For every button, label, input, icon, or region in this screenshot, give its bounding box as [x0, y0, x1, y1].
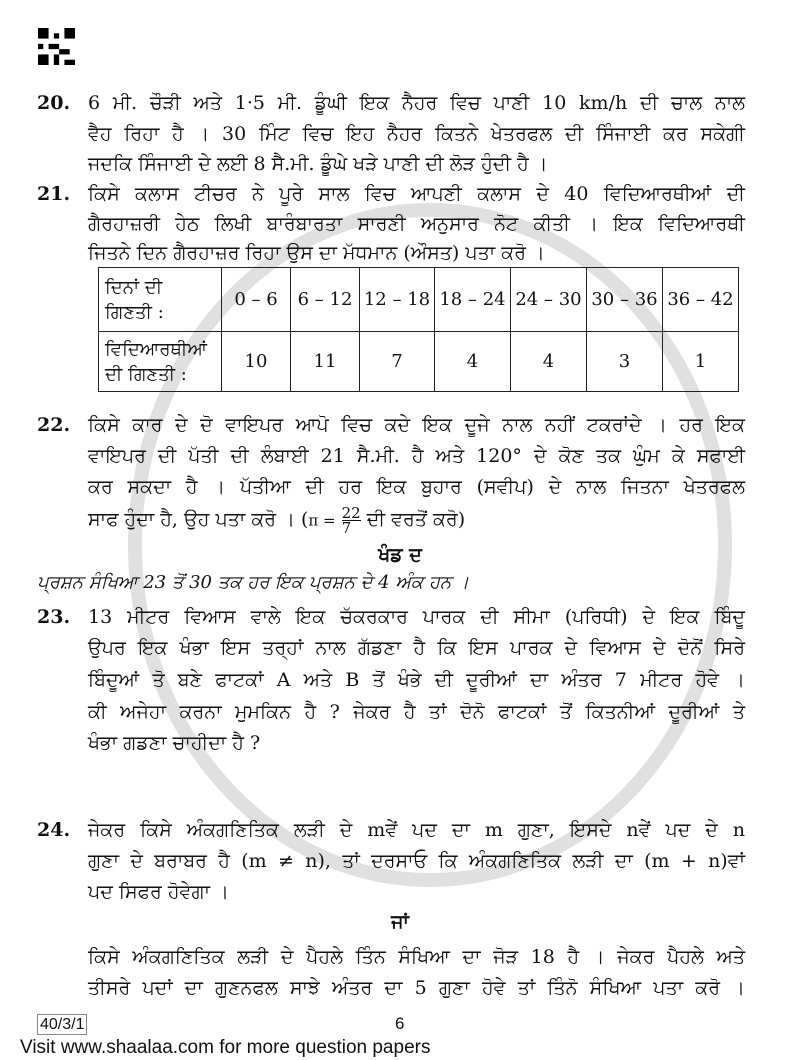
table-row-students — [99, 332, 739, 392]
q22-last-line: ਸਾਫ ਹੁੰਦਾ ਹੈ, ਉਹ ਪਤਾ ਕਰੋ । (π = $\frac{22}{7}$ ਦੀ ਵਰਤੋਂ ਕਰੋ) — [88, 504, 466, 537]
table-cell: 1 — [663, 332, 739, 392]
q24-line: ਗੁਣਾ ਦੇ ਬਰਾਬਰ ਹੈ (m ≠ n), ਤਾਂ ਦਰਸਾਓ ਕਿ ਅੰਕਗਣਿਤਿਕ ਲੜੀ ਦਾ (m + n)ਵਾਂ — [88, 850, 745, 872]
q24-line: ਜੇਕਰ ਕਿਸੇ ਅੰਕਗਣਿਤਿਕ ਲੜੀ ਦੇ mਵੇਂ ਪਦ ਦਾ m ਗੁਣਾ, ਇਸਦੇ nਵੇਂ ਪਦ ਦੇ n — [88, 819, 745, 841]
question-number: 23. — [37, 606, 71, 628]
table-cell: 18 – 24 — [435, 268, 511, 332]
table-cell: 0 – 6 — [222, 268, 291, 332]
question-number: 24. — [37, 819, 71, 841]
q23-line: 13 ਮੀਟਰ ਵਿਆਸ ਵਾਲੇ ਇਕ ਚੱਕਰਕਾਰ ਪਾਰਕ ਦੀ ਸੀਮਾ (ਪਰਿਧੀ) ਦੇ ਇਕ ਬਿੰਦੂ — [88, 606, 745, 628]
q23-line: ਉਪਰ ਇਕ ਖੰਭਾ ਇਸ ਤਰ੍ਹਾਂ ਨਾਲ ਗੱਡਣਾ ਹੈ ਕਿ ਇਸ ਪਾਰਕ ਦੇ ਵਿਆਸ ਦੇ ਦੋਨੋਂ ਸਿਰੇ — [88, 637, 745, 659]
table-cell: 30 – 36 — [587, 268, 663, 332]
q20-line: 6 ਮੀ. ਚੌੜੀ ਅਤੇ 1·5 ਮੀ. ਡੂੰਘੀ ਇਕ ਨੈਹਰ ਵਿਚ ਪਾਣੀ 10 km/h ਦੀ ਚਾਲ ਨਾਲ — [88, 92, 745, 114]
table-cell: 12 – 18 — [360, 268, 435, 332]
qr-code-icon — [38, 28, 75, 65]
q22-line: ਕਰ ਸਕਦਾ ਹੈ । ਪੱਤੀਆ ਦੀ ਹਰ ਇਕ ਬੁਹਾਰ (ਸਵੀਪ) ਦੇ ਨਾਲ ਜਿਤਨਾ ਖੇਤਰਫਲ — [88, 476, 745, 498]
q24-line: ਪਦ ਸਿਫਰ ਹੋਵੇਗਾ । — [88, 881, 229, 903]
q21-line: ਗੈਰਹਾਜ਼ਰੀ ਹੇਠ ਲਿਖੀ ਬਾਰੰਬਾਰਤਾ ਸਾਰਣੀ ਅਨੁਸਾਰ ਨੋਟ ਕੀਤੀ । ਇਕ ਵਿਦਿਆਰਥੀ — [88, 213, 745, 235]
table-cell: 3 — [587, 332, 663, 392]
table-cell: 6 – 12 — [291, 268, 360, 332]
q21-line: ਕਿਸੇ ਕਲਾਸ ਟੀਚਰ ਨੇ ਪੂਰੇ ਸਾਲ ਵਿਚ ਆਪਣੀ ਕਲਾਸ ਦੇ 40 ਵਿਦਿਆਰਥੀਆਂ ਦੀ — [88, 183, 745, 205]
page-number: 6 — [395, 1014, 405, 1033]
table-cell: 7 — [360, 332, 435, 392]
table-cell: 24 – 30 — [511, 268, 587, 332]
paper-code: 40/3/1 — [37, 1014, 87, 1035]
question-number: 22. — [37, 414, 71, 436]
q20-line: ਵੈਹ ਰਿਹਾ ਹੈ । 30 ਮਿੰਟ ਵਿਚ ਇਹ ਨੈਹਰ ਕਿਤਨੇ ਖੇਤਰਫਲ ਦੀ ਸਿੰਜਾਈ ਕਰ ਸਕੇਗੀ — [88, 123, 745, 145]
q24-alt-line: ਕਿਸੇ ਅੰਕਗਣਿਤਿਕ ਲੜੀ ਦੇ ਪੈਹਲੇ ਤਿੰਨ ਸੰਖਿਆ ਦਾ ਜੋੜ 18 ਹੈ । ਜੇਕਰ ਪੈਹਲੇ ਅਤੇ — [88, 946, 745, 968]
q23-line: ਖੰਭਾ ਗਡਣਾ ਚਾਹੀਦਾ ਹੈ ? — [88, 732, 261, 754]
table-cell: 4 — [511, 332, 587, 392]
fraction: $\frac{22}{7}$ — [341, 504, 361, 537]
q22-line: ਕਿਸੇ ਕਾਰ ਦੇ ਦੋ ਵਾਇਪਰ ਆਪੋ ਵਿਚ ਕਦੇ ਇਕ ਦੂਜੇ ਨਾਲ ਨਹੀਂ ਟਕਰਾਂਦੇ । ਹਰ ਇਕ — [88, 414, 745, 436]
frequency-table — [98, 267, 739, 392]
table-cell: 10 — [222, 332, 291, 392]
section-title: ਖੰਡ ਦ — [378, 544, 422, 566]
q24-alt-line: ਤੀਸਰੇ ਪਦਾਂ ਦਾ ਗੁਣਨਫਲ ਸਾਝੇ ਅੰਤਰ ਦਾ 5 ਗੁਣਾ ਹੋਵੇ ਤਾਂ ਤਿੰਨੋ ਸੰਖਿਆ ਪਤਾ ਕਰੋ । — [88, 977, 745, 999]
table-row-days — [99, 268, 739, 332]
visit-banner: Visit www.shaalaa.com for more question papers — [20, 1037, 431, 1058]
q22-line: ਵਾਇਪਰ ਦੀ ਪੱਤੀ ਦੀ ਲੰਬਾਈ 21 ਸੈ.ਮੀ. ਹੈ ਅਤੇ 120° ਦੇ ਕੋਣ ਤਕ ਘੁੰਮ ਕੇ ਸਫਾਈ — [88, 445, 745, 467]
table-cell: 4 — [435, 332, 511, 392]
question-number: 21. — [37, 183, 71, 205]
q23-line: ਬਿੰਦੂਆਂ ਤੋ ਬਣੇ ਫਾਟਕਾਂ A ਅਤੇ B ਤੋਂ ਖੰਭੇ ਦੀ ਦੂਰੀਆਂ ਦਾ ਅੰਤਰ 7 ਮੀਟਰ ਹੋਵੇ । — [88, 669, 745, 691]
table-header-days: ਦਿਨਾਂ ਦੀ ਗਿਣਤੀ : — [99, 268, 222, 332]
or-label: ਜਾਂ — [391, 911, 409, 933]
q20-line: ਜਦਕਿ ਸਿੰਜਾਈ ਦੇ ਲਈ 8 ਸੈ.ਮੀ. ਡੂੰਘੇ ਖੜੇ ਪਾਣੀ ਦੀ ਲੋੜ ਹੁੰਦੀ ਹੈ । — [88, 153, 548, 175]
table-cell: 36 – 42 — [663, 268, 739, 332]
table-header-students: ਵਿਦਿਆਰਥੀਆਂ ਦੀ ਗਿਣਤੀ : — [99, 332, 222, 392]
question-number: 20. — [37, 92, 71, 114]
q21-line: ਜਿਤਨੇ ਦਿਨ ਗੈਰਹਾਜ਼ਰ ਰਿਹਾ ਉਸ ਦਾ ਮੱਧਮਾਨ (ਔਸਤ) ਪਤਾ ਕਰੋ । — [88, 242, 545, 264]
table-cell: 11 — [291, 332, 360, 392]
section-instruction: ਪ੍ਰਸ਼ਨ ਸੰਖਿਆ 23 ਤੋਂ 30 ਤਕ ਹਰ ਇਕ ਪ੍ਰਸ਼ਨ ਦੇ 4 ਅੰਕ ਹਨ । — [37, 572, 469, 593]
q23-line: ਕੀ ਅਜੇਹਾ ਕਰਨਾ ਮੁਮਕਿਨ ਹੈ ? ਜੇਕਰ ਹੈ ਤਾਂ ਦੋਨੋ ਫਾਟਕਾਂ ਤੋਂ ਕਿਤਨੀਆਂ ਦੂਰੀਆਂ ਤੇ — [88, 701, 745, 723]
